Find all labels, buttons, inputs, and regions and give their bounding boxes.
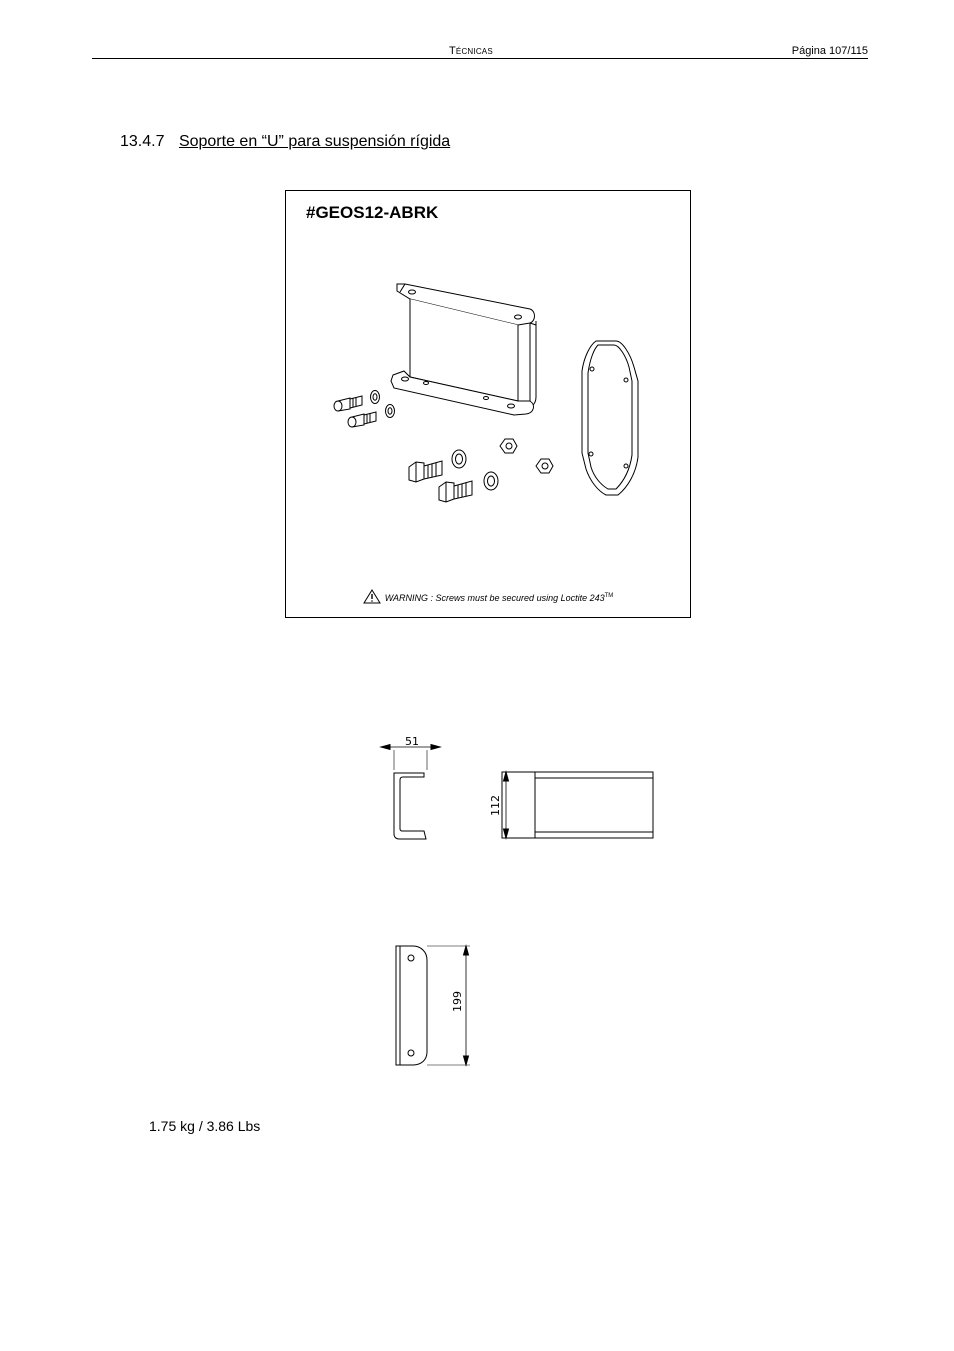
dimension-length-label: 199 bbox=[451, 991, 464, 1012]
front-view-drawing bbox=[502, 772, 653, 838]
trademark-mark: TM bbox=[604, 593, 614, 599]
section-title: Soporte en “U” para suspensión rígida bbox=[178, 133, 451, 150]
section-number: 13.4.7 bbox=[120, 133, 165, 150]
side-view-drawing bbox=[381, 745, 440, 840]
header-page-number: Página 107/115 bbox=[791, 45, 868, 57]
product-weight: 1.75 kg / 3.86 Lbs bbox=[149, 1118, 261, 1134]
dimension-width-label: 51 bbox=[405, 735, 419, 748]
dimension-height-label: 112 bbox=[489, 795, 502, 816]
header-section: Técnicas bbox=[449, 45, 493, 57]
product-code: #GEOS12-ABRK bbox=[306, 203, 439, 222]
warning-text: WARNING : Screws must be secured using Loctite 243 bbox=[384, 593, 605, 603]
